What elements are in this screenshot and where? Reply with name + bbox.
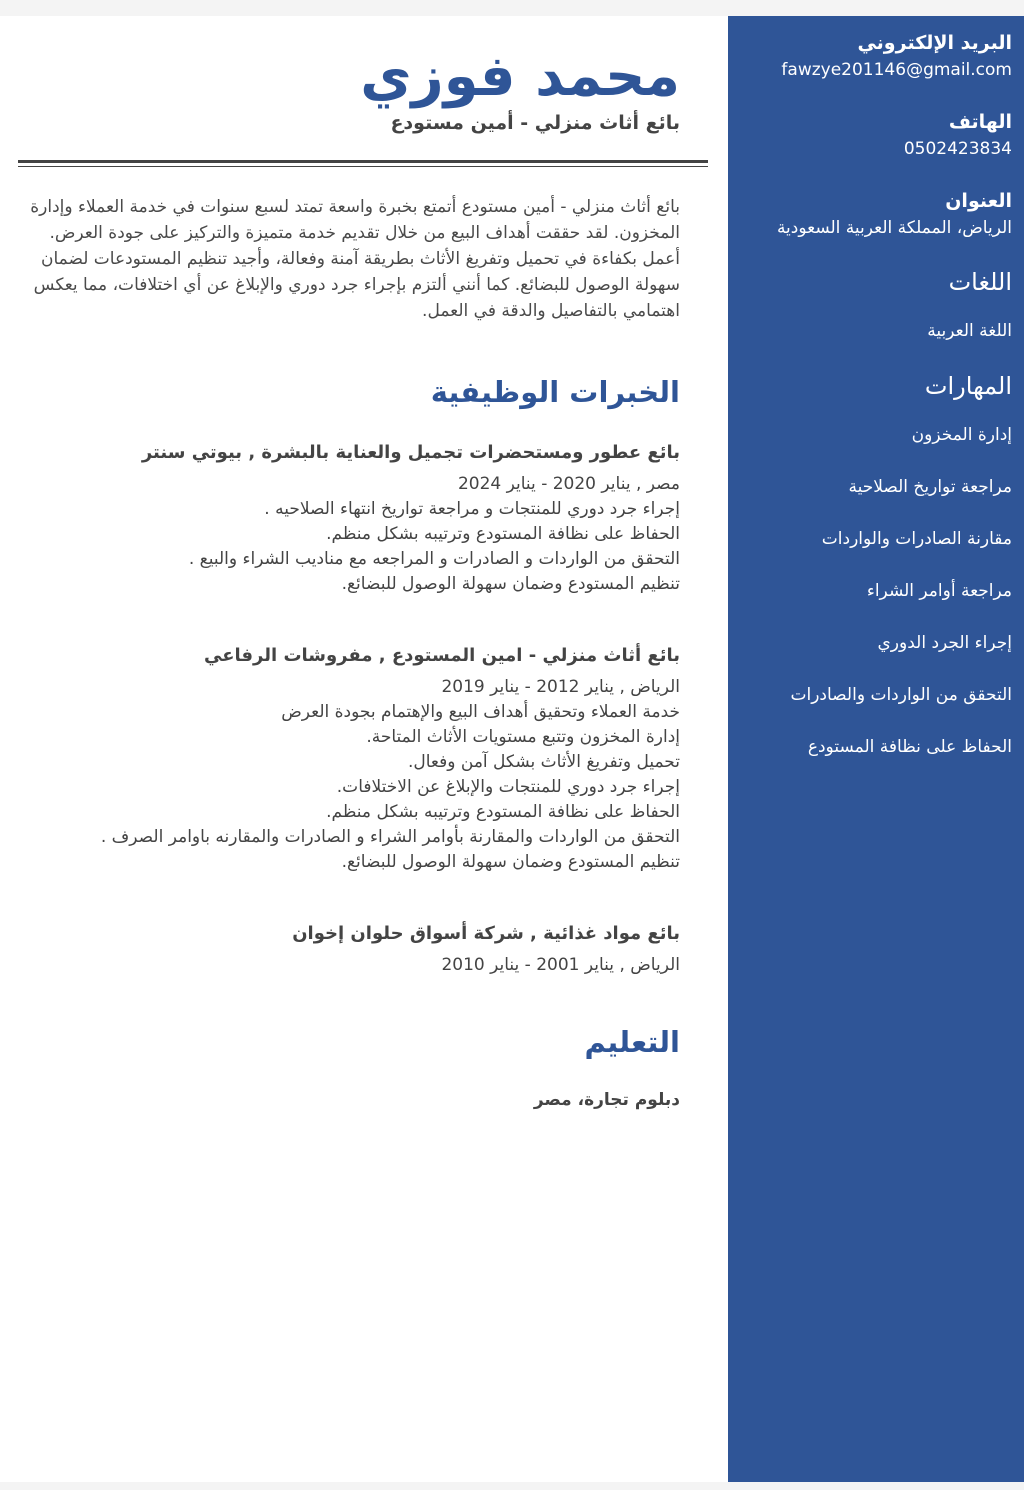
candidate-title: بائع أثاث منزلي - أمين مستودع — [390, 112, 680, 134]
job-heading: بائع مواد غذائية , شركة أسواق حلوان إخوان — [292, 923, 680, 944]
skills-title: المهارات — [924, 372, 1012, 400]
email-label: البريد الإلكتروني — [857, 32, 1012, 54]
job-dates: الرياض , يناير 2012 - يناير 2019 — [441, 677, 680, 697]
phone-value[interactable]: 0502423834 — [903, 139, 1012, 159]
job-duty: خدمة العملاء وتحقيق أهداف البيع والإهتمام بجودة العرض — [281, 702, 680, 722]
address-block — [740, 188, 1012, 241]
job-duty: تنظيم المستودع وضمان سهولة الوصول للبضائع. — [341, 852, 680, 872]
education-degree: دبلوم تجارة، مصر — [533, 1090, 680, 1110]
job-duty: إجراء جرد دوري للمنتجات والإبلاغ عن الاختلافات. — [336, 777, 680, 797]
main-content — [30, 194, 680, 1110]
skill-item: مراجعة تواريخ الصلاحية — [848, 477, 1012, 497]
skill-item: إجراء الجرد الدوري — [877, 633, 1012, 653]
address-value: الرياض، المملكة العربية السعودية — [776, 218, 1012, 238]
job-duty: الحفاظ على نظافة المستودع وترتيبه بشكل منظم. — [326, 524, 680, 544]
languages-title: اللغات — [948, 268, 1012, 296]
candidate-name: محمد فوزي — [360, 44, 680, 109]
job-heading: بائع عطور ومستحضرات تجميل والعناية بالبشرة , بيوتي سنتر — [141, 442, 680, 463]
skill-item: الحفاظ على نظافة المستودع — [807, 737, 1012, 757]
job-duty: التحقق من الواردات والمقارنة بأوامر الشراء و الصادرات والمقارنه باوامر الصرف . — [100, 827, 680, 847]
email-value[interactable]: fawzye201146@gmail.com — [781, 60, 1012, 80]
job-entry-2 — [30, 643, 680, 875]
experience-title: الخبرات الوظيفية — [430, 375, 680, 409]
job-dates: الرياض , يناير 2001 - يناير 2010 — [441, 955, 680, 975]
profile-summary: بائع أثاث منزلي - أمين مستودع أتمتع بخبرة واسعة تمتد لسبع سنوات في خدمة العملاء وإدارة المخزون. لقد حققت أهداف البيع من خلال تقديم خدمة متميزة والتركيز على جودة العرض. أعمل بكفاءة في تحميل وتفريغ الأثاث بطريقة آمنة وفعالة، وأجيد تنظيم المستودعات لضمان سهولة الوصول للبضائع. كما أنني ألتزم بإجراء جرد دوري والإبلاغ عن أي اختلافات، مما يعكس اهتمامي بالتفاصيل والدقة في العمل. — [30, 197, 680, 321]
skill-item: مقارنة الصادرات والواردات — [821, 529, 1012, 549]
job-duty: إدارة المخزون وتتبع مستويات الأثاث المتاحة. — [366, 727, 680, 747]
education-title: التعليم — [584, 1025, 680, 1059]
job-heading: بائع أثاث منزلي - امين المستودع , مفروشات الرفاعي — [204, 645, 680, 666]
language-item: اللغة العربية — [927, 321, 1012, 341]
email-block — [740, 30, 1012, 83]
skill-item: مراجعة أوامر الشراء — [866, 581, 1012, 601]
skill-item: إدارة المخزون — [911, 425, 1012, 445]
job-duty: التحقق من الواردات و الصادرات و المراجعه مع مناديب الشراء والبيع . — [188, 549, 680, 569]
job-duty: الحفاظ على نظافة المستودع وترتيبه بشكل منظم. — [326, 802, 680, 822]
job-duty: تنظيم المستودع وضمان سهولة الوصول للبضائع. — [341, 574, 680, 594]
phone-label: الهاتف — [948, 111, 1012, 133]
skill-item: التحقق من الواردات والصادرات — [790, 685, 1012, 705]
job-duty: إجراء جرد دوري للمنتجات و مراجعة تواريخ انتهاء الصلاحيه . — [264, 499, 680, 519]
job-entry-1 — [30, 440, 680, 597]
phone-block — [740, 109, 1012, 162]
resume-page — [0, 16, 1024, 1482]
header-divider — [18, 160, 708, 167]
job-duty: تحميل وتفريغ الأثاث بشكل آمن وفعال. — [408, 752, 680, 772]
contact-sidebar — [728, 16, 1024, 1482]
job-dates: مصر , يناير 2020 - يناير 2024 — [457, 474, 680, 494]
job-entry-3 — [30, 921, 680, 978]
address-label: العنوان — [945, 190, 1012, 212]
